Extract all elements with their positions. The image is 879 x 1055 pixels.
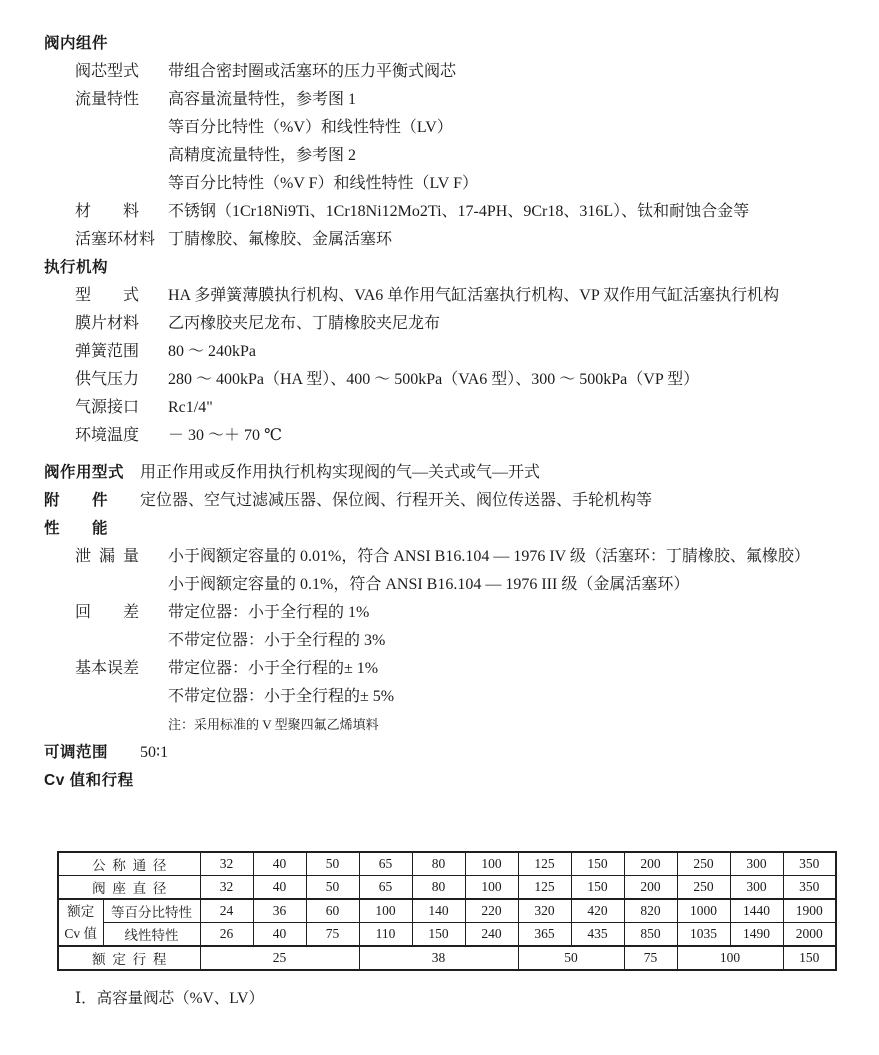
- line-label: 气源接口: [75, 399, 140, 416]
- line-label: 弹簧范围: [75, 343, 140, 360]
- rated-travel-value: 150: [783, 946, 836, 970]
- spec-line-flow-characteristic-4: [44, 170, 859, 198]
- nominal-diameter-value: 40: [253, 852, 306, 876]
- line-label: 基本误差: [75, 660, 140, 677]
- line-value: 用正作用或反作用执行机构实现阀的气—关式或气—开式: [140, 464, 541, 481]
- equal-percentage-cv-value: 1000: [677, 899, 730, 923]
- spec-line-flow-characteristic-2: [44, 114, 859, 142]
- line-label: 阀芯型式: [75, 63, 140, 80]
- spec-line-leakage-2: [44, 571, 859, 599]
- rated-travel-value: 25: [200, 946, 359, 970]
- row-label-linear: 线性特性: [103, 923, 200, 947]
- figure-caption: Ⅰ．高容量阀芯（%V、LV）: [75, 990, 264, 1007]
- line-value: － 30 ～＋ 70 ℃: [168, 427, 282, 444]
- spec-line-hysteresis-2: [44, 627, 859, 655]
- line-label: 可调范围: [44, 744, 109, 761]
- line-label: 活塞环材料: [75, 231, 156, 248]
- spec-line-basic-error-2: [44, 683, 859, 711]
- line-value: HA 多弹簧薄膜执行机构、VA6 单作用气缸活塞执行机构、VP 双作用气缸活塞执行机构: [168, 287, 780, 304]
- spec-lines: [44, 30, 859, 795]
- row-label-nominal-diameter: 公 称 通 径: [58, 852, 200, 876]
- line-value: 带定位器：小于全行程的 1%: [168, 604, 370, 621]
- linear-cv-value: 240: [465, 923, 518, 947]
- section-heading-text: 性 能: [44, 520, 109, 537]
- spec-line-basic-error: [44, 655, 859, 683]
- rated-cv-label-line: Cv 值: [64, 925, 98, 941]
- nominal-diameter-value: 200: [624, 852, 677, 876]
- linear-cv-value: 75: [306, 923, 359, 947]
- spec-line-flow-characteristic-3: [44, 142, 859, 170]
- linear-cv-value: 435: [571, 923, 624, 947]
- line-label: 附 件: [44, 492, 109, 509]
- line-value: 带组合密封圈或活塞环的压力平衡式阀芯: [168, 63, 457, 80]
- line-value: 80 ～ 240kPa: [168, 343, 257, 360]
- nominal-diameter-value: 150: [571, 852, 624, 876]
- line-value: 高精度流量特性，参考图 2: [168, 147, 357, 164]
- equal-percentage-cv-value: 820: [624, 899, 677, 923]
- line-value: 280 ～ 400kPa（HA 型）、400 ～ 500kPa（VA6 型）、300 ～ 500kPa（VP 型）: [168, 371, 700, 388]
- line-value: 等百分比特性（%V）和线性特性（LV）: [168, 119, 453, 136]
- nominal-diameter-value: 80: [412, 852, 465, 876]
- section-heading-actuator: [44, 254, 859, 282]
- rated-travel-value: 75: [624, 946, 677, 970]
- nominal-diameter-value: 350: [783, 852, 836, 876]
- cv-table-body: [58, 852, 836, 970]
- spec-line-diaphragm-material: [44, 310, 859, 338]
- line-label: 环境温度: [75, 427, 140, 444]
- line-label: 供气压力: [75, 371, 140, 388]
- nominal-diameter-value: 300: [730, 852, 783, 876]
- spec-line-plug-type: [44, 58, 859, 86]
- seat-diameter-value: 40: [253, 876, 306, 900]
- seat-diameter-value: 32: [200, 876, 253, 900]
- equal-percentage-cv-value: 140: [412, 899, 465, 923]
- nominal-diameter-value: 125: [518, 852, 571, 876]
- line-value: 高容量流量特性，参考图 1: [168, 91, 357, 108]
- spec-line-hysteresis: [44, 599, 859, 627]
- cv-travel-table: [57, 851, 837, 971]
- seat-diameter-value: 50: [306, 876, 359, 900]
- seat-diameter-value: 250: [677, 876, 730, 900]
- line-label: 阀作用型式: [44, 464, 125, 481]
- nominal-diameter-value: 65: [359, 852, 412, 876]
- seat-diameter-value: 350: [783, 876, 836, 900]
- seat-diameter-value: 80: [412, 876, 465, 900]
- line-value: 等百分比特性（%V F）和线性特性（LV F）: [168, 175, 478, 192]
- line-value: Rc1/4": [168, 399, 213, 416]
- line-value: 不带定位器：小于全行程的 3%: [168, 632, 386, 649]
- section-heading-text: Cv 值和行程: [44, 772, 134, 789]
- rated-travel-value: 38: [359, 946, 518, 970]
- row-label-rated-cv: [58, 899, 103, 946]
- equal-percentage-cv-value: 420: [571, 899, 624, 923]
- spec-line-ambient-temperature: [44, 422, 859, 450]
- line-value: 小于阀额定容量的 0.01%，符合 ANSI B16.104 — 1976 IV 级（活塞环：丁腈橡胶、氟橡胶）: [168, 548, 810, 565]
- spec-line-rangeability: [44, 739, 859, 767]
- linear-cv-value: 1490: [730, 923, 783, 947]
- equal-percentage-cv-value: 24: [200, 899, 253, 923]
- section-heading-text: 执行机构: [44, 259, 109, 276]
- nominal-diameter-value: 50: [306, 852, 359, 876]
- linear-cv-value: 2000: [783, 923, 836, 947]
- line-label: 材 料: [75, 203, 140, 220]
- linear-cv-value: 40: [253, 923, 306, 947]
- seat-diameter-value: 150: [571, 876, 624, 900]
- spec-line-actuator-type: [44, 282, 859, 310]
- row-label-equal-percentage: 等百分比特性: [103, 899, 200, 923]
- line-value: 乙丙橡胶夹尼龙布、丁腈橡胶夹尼龙布: [168, 315, 441, 332]
- seat-diameter-value: 100: [465, 876, 518, 900]
- equal-percentage-cv-value: 1440: [730, 899, 783, 923]
- spec-line-flow-characteristic: [44, 86, 859, 114]
- nominal-diameter-value: 32: [200, 852, 253, 876]
- spec-line-spring-range: [44, 338, 859, 366]
- line-value: 定位器、空气过滤减压器、保位阀、行程开关、阀位传送器、手轮机构等: [140, 492, 653, 509]
- section-heading-cv-travel: [44, 767, 859, 795]
- equal-percentage-cv-value: 220: [465, 899, 518, 923]
- line-value: 不带定位器：小于全行程的± 5%: [168, 688, 395, 705]
- spec-line-supply-pressure: [44, 366, 859, 394]
- linear-cv-value: 110: [359, 923, 412, 947]
- seat-diameter-value: 200: [624, 876, 677, 900]
- equal-percentage-cv-value: 320: [518, 899, 571, 923]
- equal-percentage-cv-value: 36: [253, 899, 306, 923]
- line-label: 泄 漏 量: [75, 548, 140, 565]
- equal-percentage-cv-value: 1900: [783, 899, 836, 923]
- linear-cv-value: 150: [412, 923, 465, 947]
- spec-line-packing-note: [44, 711, 859, 739]
- equal-percentage-cv-value: 60: [306, 899, 359, 923]
- linear-cv-value: 850: [624, 923, 677, 947]
- line-value: 带定位器：小于全行程的± 1%: [168, 660, 379, 677]
- line-value: 注：采用标准的 V 型聚四氟乙烯填料: [168, 717, 379, 732]
- spec-line-piston-ring-material: [44, 226, 859, 254]
- linear-cv-value: 1035: [677, 923, 730, 947]
- linear-cv-value: 26: [200, 923, 253, 947]
- line-value: 不锈钢（1Cr18Ni9Ti、1Cr18Ni12Mo2Ti、17-4PH、9Cr18、316L）、钛和耐蚀合金等: [168, 203, 750, 220]
- spec-line-leakage: [44, 543, 859, 571]
- nominal-diameter-value: 100: [465, 852, 518, 876]
- spec-line-valve-action: [44, 459, 859, 487]
- section-heading-performance: [44, 515, 859, 543]
- seat-diameter-value: 300: [730, 876, 783, 900]
- rated-cv-label-line: 额定: [67, 903, 95, 919]
- section-heading-valve-trim: [44, 30, 859, 58]
- line-value: 小于阀额定容量的 0.1%，符合 ANSI B16.104 — 1976 III 级（金属活塞环）: [168, 576, 690, 593]
- spec-line-air-connection: [44, 394, 859, 422]
- section-heading-text: 阀内组件: [44, 35, 109, 52]
- line-value: 50∶1: [140, 744, 169, 761]
- linear-cv-value: 365: [518, 923, 571, 947]
- spec-line-material: [44, 198, 859, 226]
- row-label-rated-travel: 额 定 行 程: [58, 946, 200, 970]
- rated-travel-value: 50: [518, 946, 624, 970]
- spec-line-accessories: [44, 487, 859, 515]
- line-label: 型 式: [75, 287, 140, 304]
- line-label: 回 差: [75, 604, 140, 621]
- equal-percentage-cv-value: 100: [359, 899, 412, 923]
- line-label: 流量特性: [75, 91, 140, 108]
- rated-travel-value: 100: [677, 946, 783, 970]
- row-label-seat-diameter: 阀 座 直 径: [58, 876, 200, 900]
- seat-diameter-value: 65: [359, 876, 412, 900]
- line-value: 丁腈橡胶、氟橡胶、金属活塞环: [168, 231, 393, 248]
- line-label: 膜片材料: [75, 315, 140, 332]
- nominal-diameter-value: 250: [677, 852, 730, 876]
- seat-diameter-value: 125: [518, 876, 571, 900]
